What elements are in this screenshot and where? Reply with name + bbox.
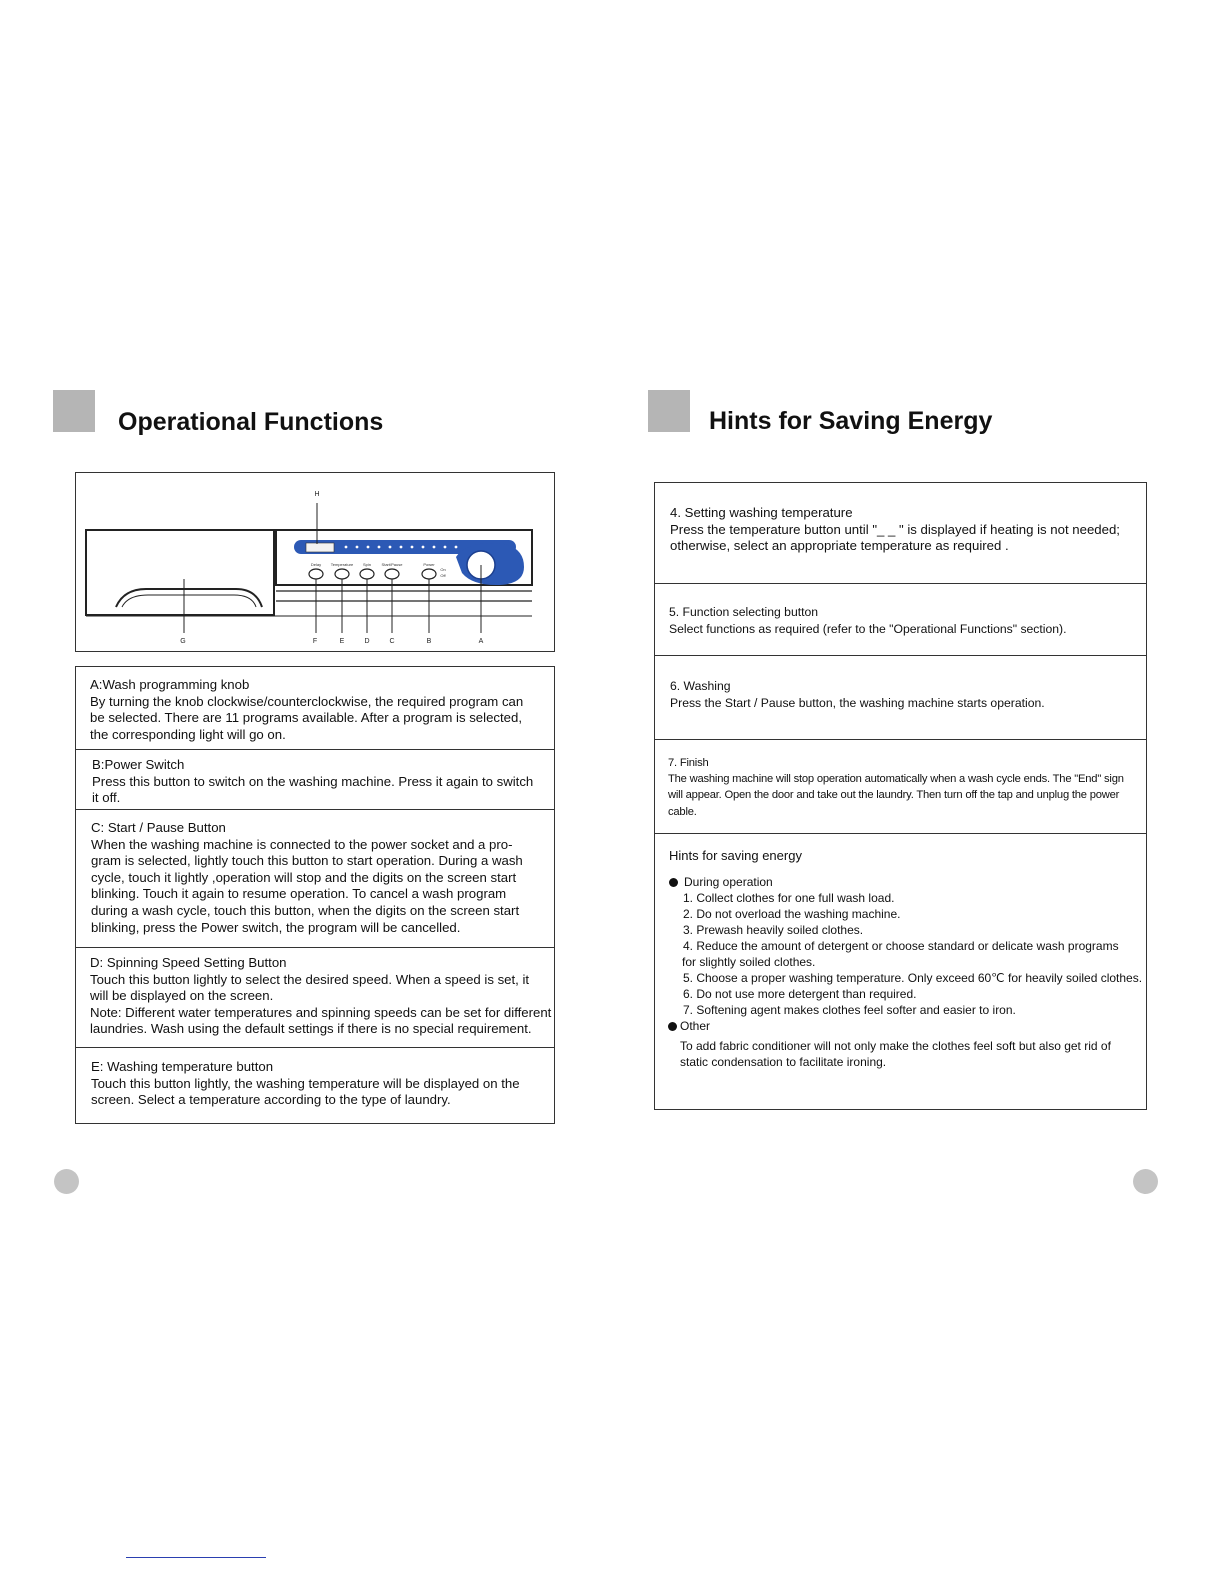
desc-heading: C: Start / Pause Button [91,820,226,835]
hints-box [654,482,1147,1110]
step-5 [655,604,1146,637]
spin-button [360,569,374,579]
desc-line: blinking. Touch it again to resume operation. To cancel a wash program [91,886,507,902]
desc-line: screen. Select a temperature according to the type of laundry. [91,1092,451,1108]
step-heading: 6. Washing [670,679,731,693]
during-operation-list [669,890,1146,1018]
washer-panel-illustration [76,473,553,650]
desc-block-e [76,1059,554,1109]
control-panel-diagram [75,472,555,652]
desc-line: laundries. Wash using the default settings if there is no special requirement. [90,1021,532,1037]
desc-heading: B:Power Switch [92,757,185,772]
detergent-drawer [86,530,274,615]
divider [76,749,554,750]
desc-line: be selected. There are 11 programs available. After a program is selected, [90,710,522,726]
start-pause-button [385,569,399,579]
callout-b: B [426,638,432,645]
drawer-handle-inner [122,595,256,607]
desc-line: Touch this button lightly to select the desired speed. When a speed is set, it [90,971,530,987]
program-light [422,546,425,549]
step-line: The washing machine will stop operation automatically when a wash cycle ends. The "End" sign [668,773,1124,786]
step-7 [655,755,1146,820]
delay-button [309,569,323,579]
desc-line: Press this button to switch on the washing machine. Press it again to switch [92,773,534,789]
step-heading: 4. Setting washing temperature [670,505,853,520]
other-line: To add fabric conditioner will not only make the clothes feel soft but also get rid of [680,1039,1111,1053]
program-light [345,546,348,549]
list-item: for slightly soiled clothes. [682,955,816,969]
list-item: 2. Do not overload the washing machine. [683,907,901,921]
page-marker-circle-right [1133,1169,1158,1194]
list-item: 3. Prewash heavily soiled clothes. [683,923,864,937]
divider [76,809,554,810]
divider [655,833,1146,834]
section-marker-square [648,390,690,432]
step-line: Press the Start / Pause button, the washing machine starts operation. [670,695,1045,710]
callout-g: G [180,638,186,645]
program-light [400,546,403,549]
callout-h: H [314,491,320,498]
callout-c: C [389,638,395,645]
desc-line: Note: Different water temperatures and spinning speeds can be set for different [90,1004,552,1020]
callout-e: E [339,638,345,645]
page-title-hints-saving-energy: Hints for Saving Energy [709,407,993,435]
panel-label-spin: Spin [362,562,372,567]
divider [655,739,1146,740]
step-heading: 7. Finish [668,757,709,769]
desc-line: cycle, touch it lightly ,operation will stop and the digits on the screen start [91,869,517,885]
list-item: 1. Collect clothes for one full wash load. [683,891,895,905]
step-line: otherwise, select an appropriate temperature as required . [670,538,1009,554]
desc-block-d [76,955,554,1038]
program-light [433,546,436,549]
program-light [367,546,370,549]
step-line: will appear. Open the door and take out the laundry. Then turn off the tap and unplug the power cable. [668,789,1120,818]
desc-block-c [76,820,554,936]
program-light [411,546,414,549]
section-marker-square [53,390,95,432]
power-button [422,569,436,579]
bullet-icon [669,878,678,887]
program-light [444,546,447,549]
desc-heading: D: Spinning Speed Setting Button [90,955,287,970]
desc-line: gram is selected, lightly touch this button to start operation. During a wash [91,853,523,869]
step-heading: 5. Function selecting button [669,605,819,619]
other-label: Other [680,1019,711,1033]
drawer-handle [116,589,262,607]
list-item: 7. Softening agent makes clothes feel softer and easier to iron. [683,1003,1016,1017]
step-6 [655,678,1146,711]
desc-line: will be displayed on the screen. [90,988,274,1004]
panel-label-delay: Delay [310,562,322,567]
desc-heading: A:Wash programming knob [90,677,250,692]
desc-block-b [76,757,554,807]
list-item: 4. Reduce the amount of detergent or choose standard or delicate wash programs [683,939,1119,953]
hints-section [655,848,1146,1070]
program-light [356,546,359,549]
desc-line: When the washing machine is connected to the power socket and a pro- [91,836,513,852]
step-line: Press the temperature button until "_ _ " is displayed if heating is not needed; [670,521,1120,537]
desc-line: the corresponding light will go on. [90,726,286,742]
page-marker-circle-left [54,1169,79,1194]
desc-line: Touch this button lightly, the washing temperature will be displayed on the [91,1075,520,1091]
function-descriptions-box [75,666,555,1124]
page-title-operational-functions: Operational Functions [118,408,384,436]
desc-line: it off. [92,790,121,806]
panel-label-start-pause: Start/Pause [381,562,403,567]
temperature-button [335,569,349,579]
callout-f: F [312,638,318,645]
divider [655,583,1146,584]
during-operation-label: During operation [684,875,773,889]
desc-block-a [76,677,554,743]
other-paragraph [669,1038,1146,1070]
desc-line: By turning the knob clockwise/counterclockwise, the required program can [90,693,524,709]
list-item: 6. Do not use more detergent than required. [683,987,917,1001]
program-light [378,546,381,549]
step-4 [655,505,1146,555]
divider [76,947,554,948]
digit-screen [306,543,334,552]
callout-d: D [364,638,370,645]
list-item: 5. Choose a proper washing temperature. Only exceed 60℃ for heavily soiled clothes. [683,971,1143,985]
panel-label-temperature: Temperature [330,562,354,567]
divider [655,655,1146,656]
panel-label-on: On [440,567,446,572]
desc-line: blinking, press the Power switch, the program will be cancelled. [91,919,461,935]
hints-heading: Hints for saving energy [669,848,802,863]
other-line: static condensation to facilitate ironing. [680,1055,887,1069]
bullet-icon [668,1022,677,1031]
bottom-rule [126,1557,266,1558]
step-line: Select functions as required (refer to the "Operational Functions" section). [669,621,1067,636]
desc-line: during a wash cycle, touch this button, when the digits on the screen start [91,902,520,918]
panel-label-off: Off [440,573,446,578]
callout-a: A [478,638,484,645]
desc-heading: E: Washing temperature button [91,1059,274,1074]
program-light [389,546,392,549]
divider [76,1047,554,1048]
panel-label-power: Power [423,562,435,567]
program-light [455,546,458,549]
